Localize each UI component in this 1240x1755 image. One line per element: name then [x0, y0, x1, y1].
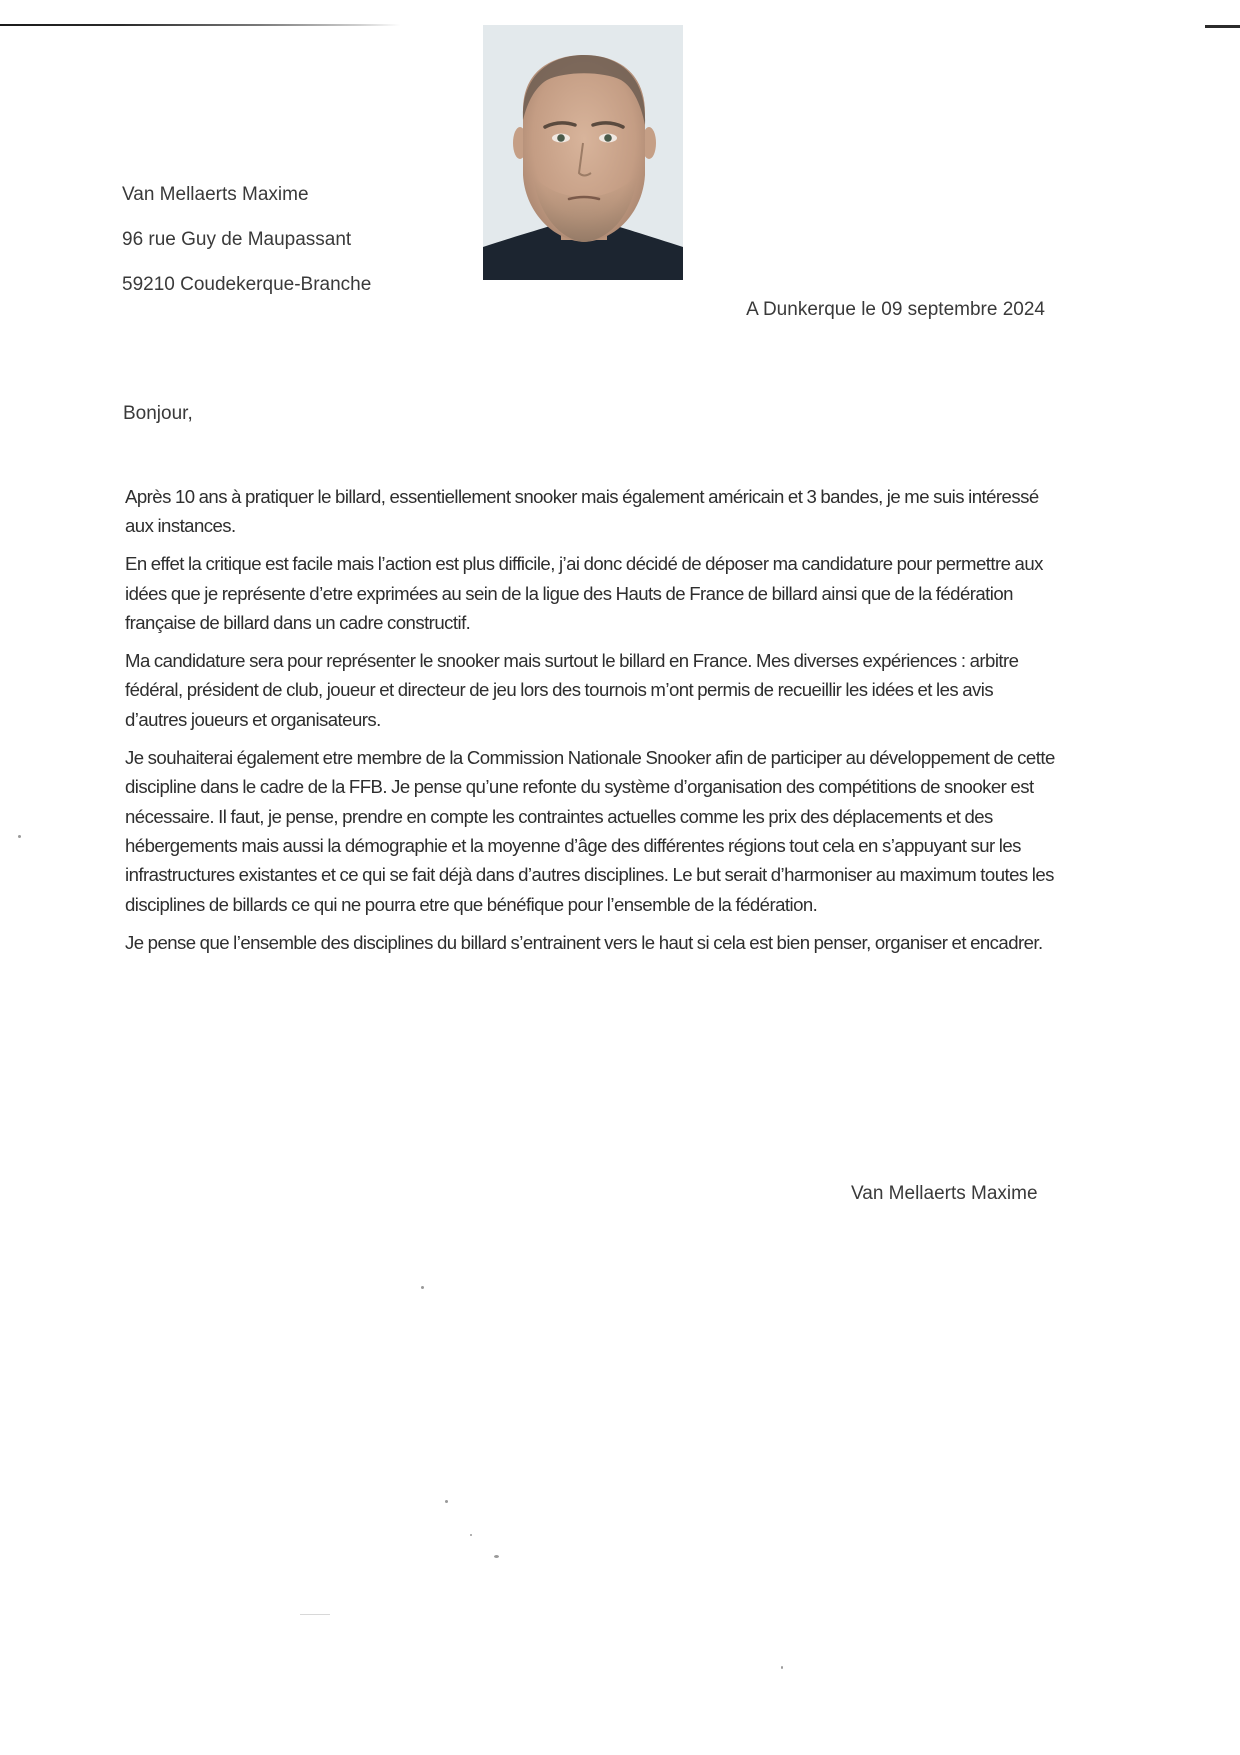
paragraph: Ma candidature sera pour représenter le snooker mais surtout le billard en France. Mes diverses expériences : arbitre fédéral, président de club, joueur et directeur de jeu lors des tournois m’ont permis de recueillir les idées et les avis d’autres joueurs et organisateurs. — [125, 650, 1019, 730]
signature-name: Van Mellaerts Maxime — [851, 1183, 1038, 1204]
place-and-date: A Dunkerque le 09 septembre 2024 — [746, 299, 1045, 320]
scan-edge-mark-right — [1205, 25, 1240, 28]
sender-street: 96 rue Guy de Maupassant — [122, 229, 352, 250]
paragraph: En effet la critique est facile mais l’action est plus difficile, j’ai donc décidé de déposer ma candidature pour permettre aux idées que je représente d’etre exprimées au sein de la ligue des Hauts de France de billard ainsi que de la fédération française de billard dans un cadre constructif. — [125, 553, 1043, 634]
scan-speck — [445, 1500, 448, 1503]
sender-city: 59210 Coudekerque-Branche — [122, 274, 372, 295]
scan-speck — [421, 1286, 424, 1289]
sender-name: Van Mellaerts Maxime — [122, 184, 309, 205]
scan-speck — [781, 1666, 783, 1669]
paragraph: Après 10 ans à pratiquer le billard, essentiellement snooker mais également américain et 3 bandes, je me suis intéressé aux instances. — [125, 486, 1039, 537]
scan-edge-line-top — [0, 24, 400, 26]
portrait-photo-icon — [483, 25, 683, 280]
letter-body — [125, 482, 1055, 966]
scan-speck — [300, 1614, 330, 1615]
paragraph: Je souhaiterai également etre membre de la Commission Nationale Snooker afin de participer au développement de cette discipline dans le cadre de la FFB. Je pense qu’une refonte du système d’organisation des compétitions de snooker est nécessaire. Il faut, je pense, prendre en compte les contraintes actuelles comme les prix des déplacements et des hébergements mais aussi la démographie et la moyenne d’âge des différentes régions tout cela en s’appuyant sur les infrastructures existantes et ce qui se fait déjà dans d’autres disciplines. Le but serait d’harmoniser au maximum toutes les disciplines de billards ce qui ne pourra etre que bénéfique pour l’ensemble de la fédération. — [125, 746, 1055, 915]
scan-speck — [470, 1534, 472, 1536]
scan-speck — [18, 835, 21, 838]
sender-address-block — [122, 172, 371, 307]
paragraph: Je pense que l’ensemble des disciplines du billard s’entrainent vers le haut si cela est bien penser, organiser et encadrer. — [125, 931, 1043, 953]
greeting: Bonjour, — [123, 403, 193, 424]
scan-speck — [494, 1555, 499, 1558]
